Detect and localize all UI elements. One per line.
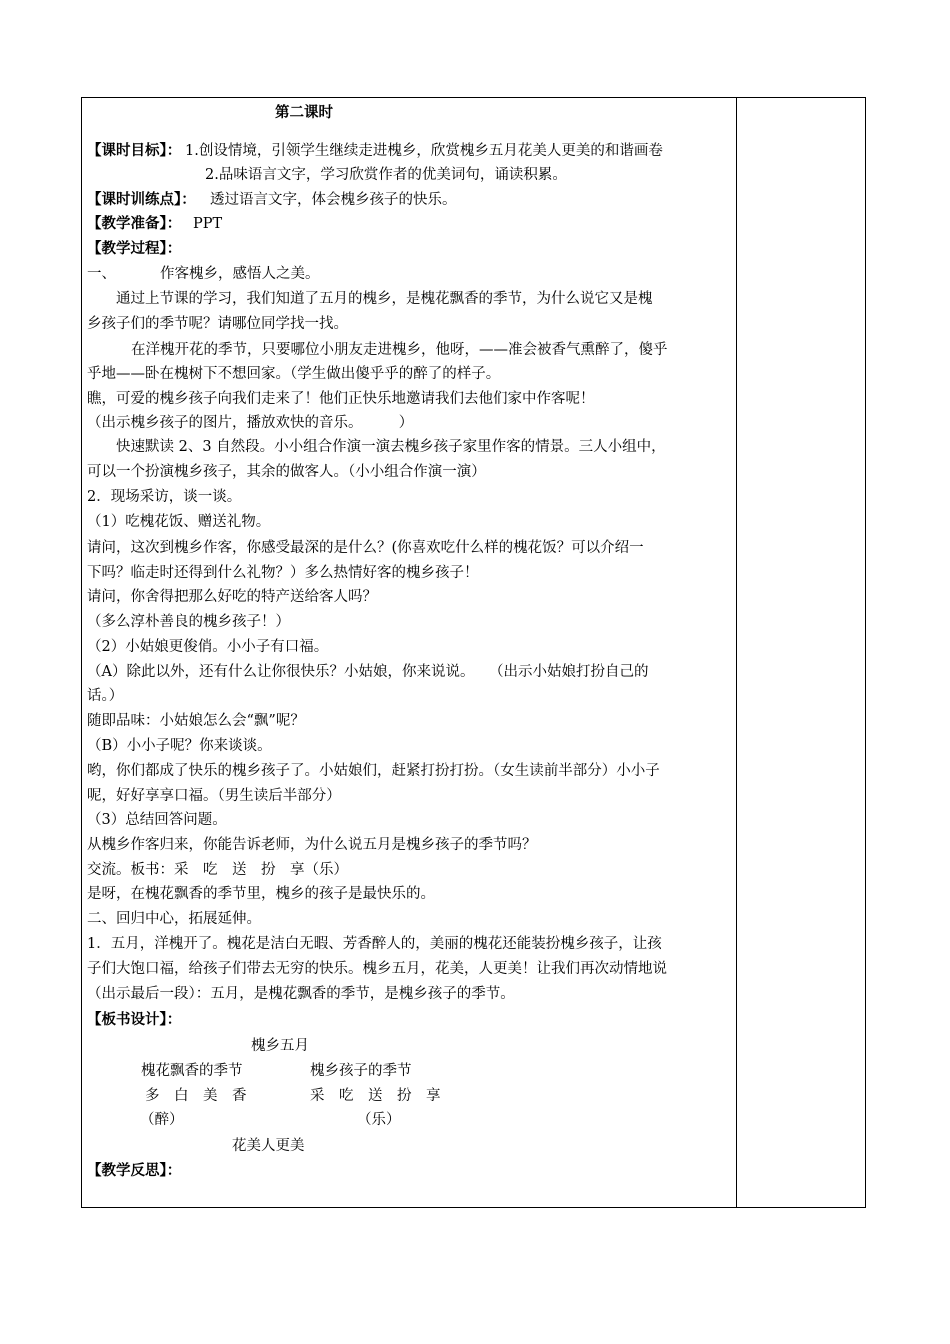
- board-left-words: 多 白 美 香: [145, 1088, 247, 1104]
- board-conclusion: 花美人更美: [232, 1138, 305, 1154]
- paragraph-line: （3）总结回答问题。: [87, 812, 227, 828]
- section-1-number: 一、: [87, 266, 116, 282]
- paragraph-line: （出示最后一段）：五月，是槐花飘香的季节，是槐乡孩子的季节。: [87, 986, 515, 1002]
- paragraph-line: 从槐乡作客归来，你能告诉老师，为什么说五月是槐乡孩子的季节吗？: [87, 837, 537, 853]
- paragraph-line: 下吗？临走时还得到什么礼物？）多么热情好客的槐乡孩子！: [87, 565, 479, 581]
- paragraph-line: 快速默读 2、3 自然段。小小组合作演一演去槐乡孩子家里作客的情景。三人小组中，: [116, 439, 666, 455]
- board-right-words: 采 吃 送 扮 享: [310, 1088, 441, 1104]
- paragraph-line: 可以一个扮演槐乡孩子，其余的做客人。（小小组合作演一演）: [87, 464, 486, 480]
- objectives-heading: 【课时目标】：: [87, 142, 182, 159]
- section-1-title: 作客槐乡，感悟人之美。: [160, 266, 320, 282]
- paragraph-line: 2．现场采访，谈一谈。: [87, 489, 242, 505]
- board-right-heading: 槐乡孩子的季节: [310, 1063, 412, 1079]
- paragraph-line: （A）除此以外，还有什么让你很快乐？小姑娘，你来说说。 （出示小姑娘打扮自己的: [87, 664, 649, 680]
- paragraph-line: 哟，你们都成了快乐的槐乡孩子了。小姑娘们，赶紧打扮打扮。（女生读前半部分）小小子: [87, 763, 660, 779]
- objective-1: 1.创设情境，引领学生继续走进槐乡，欣赏槐乡五月花美人更美的和谐画卷: [185, 143, 663, 159]
- paragraph-line: （出示槐乡孩子的图片，播放欢快的音乐。 ）: [87, 415, 414, 431]
- board-title: 槐乡五月: [251, 1038, 309, 1054]
- paragraph-line: 请问，这次到槐乡作客，你感受最深的是什么？(你喜欢吃什么样的槐花饭？可以介绍一: [87, 540, 644, 556]
- paragraph-line: （1）吃槐花饭、赠送礼物。: [87, 514, 271, 530]
- paragraph-line: 呢，好好享享口福。（男生读后半部分）: [87, 788, 341, 804]
- paragraph-line: 话。）: [87, 688, 124, 704]
- process-heading: 【教学过程】：: [87, 240, 182, 257]
- preparation-heading: 【教学准备】：: [87, 215, 182, 232]
- board-left-summary: （醉）: [140, 1112, 184, 1128]
- paragraph-line: 通过上节课的学习，我们知道了五月的槐乡，是槐花飘香的季节，为什么说它又是槐: [116, 291, 653, 307]
- training-point-heading: 【课时训练点】：: [87, 191, 196, 208]
- board-right-summary: （乐）: [357, 1112, 401, 1128]
- paragraph-line: 请问，你舍得把那么好吃的特产送给客人吗？: [87, 589, 377, 605]
- training-point-text: 透过语言文字，体会槐乡孩子的快乐。: [210, 192, 457, 208]
- paragraph-line: 是呀，在槐花飘香的季节里，槐乡的孩子是最快乐的。: [87, 886, 435, 902]
- paragraph-line: 乡孩子们的季节呢？请哪位同学找一找。: [87, 316, 348, 332]
- board-design-heading: 【板书设计】：: [87, 1011, 182, 1028]
- lesson-title: 第二课时: [275, 104, 333, 121]
- objective-2: 2.品味语言文字，学习欣赏作者的优美词句，诵读积累。: [205, 167, 567, 183]
- paragraph-line: 随即品味：小姑娘怎么会“飘”呢？: [87, 713, 305, 729]
- reflection-heading: 【教学反思】：: [87, 1162, 182, 1179]
- paragraph-line: 交流。板书：采 吃 送 扮 享（乐）: [87, 862, 348, 878]
- paragraph-line: 乎地——卧在槐树下不想回家。（学生做出傻乎乎的醉了的样子。: [87, 366, 501, 382]
- paragraph-line: 在洋槐开花的季节，只要哪位小朋友走进槐乡，他呀，——准会被香气熏醉了，傻乎: [131, 342, 668, 358]
- paragraph-line: （2）小姑娘更俊俏。小小子有口福。: [87, 639, 329, 655]
- paragraph-line: 瞧，可爱的槐乡孩子向我们走来了！他们正快乐地邀请我们去他们家中作客呢！: [87, 391, 595, 407]
- board-left-heading: 槐花飘香的季节: [141, 1063, 243, 1079]
- paragraph-line: （多么淳朴善良的槐乡孩子！）: [87, 614, 290, 630]
- section-2-title: 二、回归中心，拓展延伸。: [87, 911, 261, 927]
- paragraph-line: 子们大饱口福，给孩子们带去无穷的快乐。槐乡五月，花美，人更美！让我们再次动情地说: [87, 961, 667, 977]
- table-column-divider: [736, 97, 737, 1208]
- paragraph-line: 1．五月，洋槐开了。槐花是洁白无暇、芳香醉人的，美丽的槐花还能装扮槐乡孩子，让孩: [87, 936, 662, 952]
- paragraph-line: （B）小小子呢？你来谈谈。: [87, 738, 272, 754]
- preparation-text: PPT: [193, 216, 223, 232]
